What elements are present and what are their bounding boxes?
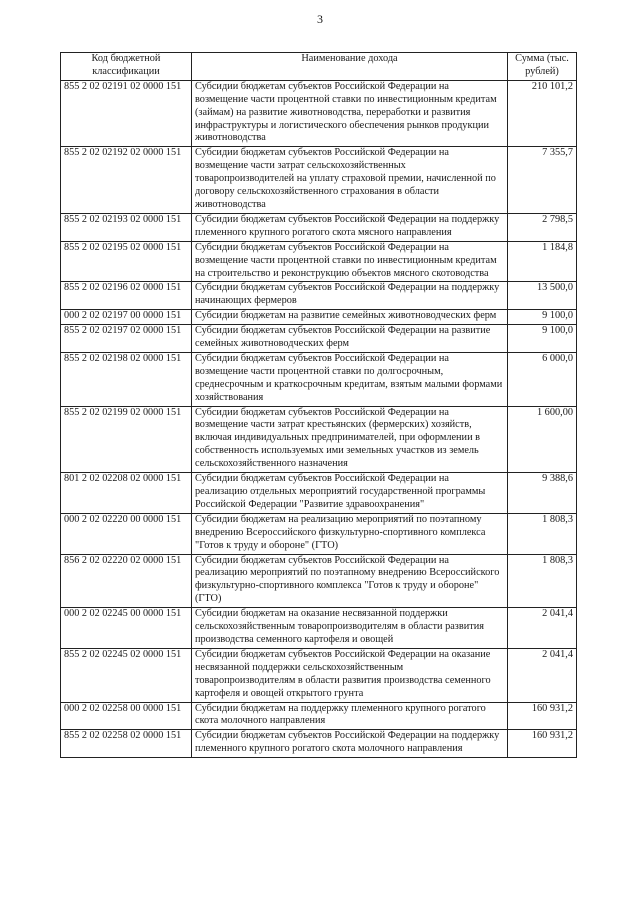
- budget-income-table: [60, 52, 577, 758]
- amount-cell: 2 798,5: [508, 213, 577, 241]
- table-row: [61, 213, 577, 241]
- table-row: [61, 325, 577, 353]
- code-cell: 855 2 02 02197 02 0000 151: [61, 325, 192, 353]
- name-cell: Субсидии бюджетам субъектов Российской Федерации на реализацию мероприятий по поэтапному внедрению Всероссийского физкультурно-спортивного комплекса "Готов к труду и обороне" (ГТО): [192, 554, 508, 608]
- code-cell: 000 2 02 02197 00 0000 151: [61, 310, 192, 325]
- table-row: [61, 147, 577, 214]
- amount-cell: 1 184,8: [508, 241, 577, 282]
- name-cell: Субсидии бюджетам субъектов Российской Федерации на возмещение части процентной ставки по инвестиционным кредитам на строительство и реконструкцию объектов мясного скотоводства: [192, 241, 508, 282]
- name-cell: Субсидии бюджетам субъектов Российской Федерации на оказание несвязанной поддержки сельскохозяйственным товаропроизводителям в области развития производства семенного картофеля и овощей открытого грунта: [192, 648, 508, 702]
- name-cell: Субсидии бюджетам субъектов Российской Федерации на возмещение части процентной ставки по инвестиционным кредитам (займам) на развитие животноводства, переработки и развития инфраструктуры и логистического обеспечения рынков продукции животноводства: [192, 80, 508, 147]
- code-cell: 000 2 02 02220 00 0000 151: [61, 513, 192, 554]
- amount-cell: 1 808,3: [508, 554, 577, 608]
- amount-cell: 1 600,00: [508, 406, 577, 473]
- table-row: [61, 702, 577, 730]
- code-cell: 000 2 02 02245 00 0000 151: [61, 608, 192, 649]
- table-row: [61, 310, 577, 325]
- amount-cell: 1 808,3: [508, 513, 577, 554]
- code-cell: 855 2 02 02195 02 0000 151: [61, 241, 192, 282]
- table-row: [61, 282, 577, 310]
- name-cell: Субсидии бюджетам субъектов Российской Федерации на развитие семейных животноводческих ферм: [192, 325, 508, 353]
- table-row: [61, 241, 577, 282]
- table-row: [61, 554, 577, 608]
- code-cell: 855 2 02 02199 02 0000 151: [61, 406, 192, 473]
- name-cell: Субсидии бюджетам субъектов Российской Федерации на реализацию отдельных мероприятий государственной программы Российской Федерации "Развитие здравоохранения": [192, 473, 508, 514]
- name-cell: Субсидии бюджетам на развитие семейных животноводческих ферм: [192, 310, 508, 325]
- amount-cell: 7 355,7: [508, 147, 577, 214]
- code-cell: 855 2 02 02192 02 0000 151: [61, 147, 192, 214]
- amount-cell: 2 041,4: [508, 648, 577, 702]
- code-cell: 000 2 02 02258 00 0000 151: [61, 702, 192, 730]
- name-cell: Субсидии бюджетам субъектов Российской Федерации на возмещение части процентной ставки по долгосрочным, среднесрочным и краткосрочным кредитам, взятым малыми формами хозяйствования: [192, 352, 508, 406]
- amount-cell: 2 041,4: [508, 608, 577, 649]
- table-row: [61, 730, 577, 758]
- name-cell: Субсидии бюджетам субъектов Российской Федерации на возмещение части затрат сельскохозяйственных товаропроизводителей на уплату страховой премии, начисленной по договору сельскохозяйственного страхования в области животноводства: [192, 147, 508, 214]
- name-cell: Субсидии бюджетам на реализацию мероприятий по поэтапному внедрению Всероссийского физкультурно-спортивного комплекса "Готов к труду и обороне" (ГТО): [192, 513, 508, 554]
- name-cell: Субсидии бюджетам субъектов Российской Федерации на поддержку племенного крупного рогатого скота молочного направления: [192, 730, 508, 758]
- amount-cell: 6 000,0: [508, 352, 577, 406]
- code-cell: 855 2 02 02198 02 0000 151: [61, 352, 192, 406]
- table-header-row: [61, 53, 577, 81]
- page-number: 3: [317, 12, 323, 26]
- code-cell: 855 2 02 02245 02 0000 151: [61, 648, 192, 702]
- amount-cell: 9 388,6: [508, 473, 577, 514]
- name-cell: Субсидии бюджетам субъектов Российской Федерации на возмещение части затрат крестьянских (фермерских) хозяйств, включая индивидуальных предпринимателей, при оформлении в собственность используемых ими земельных участков из земель сельскохозяйственного назначения: [192, 406, 508, 473]
- table-row: [61, 473, 577, 514]
- table-row: [61, 352, 577, 406]
- amount-cell: 160 931,2: [508, 730, 577, 758]
- amount-cell: 9 100,0: [508, 310, 577, 325]
- code-cell: 855 2 02 02258 02 0000 151: [61, 730, 192, 758]
- header-code: Код бюджетной классификации: [61, 53, 192, 81]
- header-amount: Сумма (тыс. рублей): [508, 53, 577, 81]
- code-cell: 856 2 02 02220 02 0000 151: [61, 554, 192, 608]
- code-cell: 855 2 02 02193 02 0000 151: [61, 213, 192, 241]
- name-cell: Субсидии бюджетам субъектов Российской Федерации на поддержку племенного крупного рогатого скота мясного направления: [192, 213, 508, 241]
- code-cell: 855 2 02 02191 02 0000 151: [61, 80, 192, 147]
- table-row: [61, 513, 577, 554]
- table-row: [61, 80, 577, 147]
- amount-cell: 160 931,2: [508, 702, 577, 730]
- name-cell: Субсидии бюджетам на поддержку племенного крупного рогатого скота молочного направления: [192, 702, 508, 730]
- table-row: [61, 648, 577, 702]
- amount-cell: 210 101,2: [508, 80, 577, 147]
- code-cell: 855 2 02 02196 02 0000 151: [61, 282, 192, 310]
- amount-cell: 9 100,0: [508, 325, 577, 353]
- code-cell: 801 2 02 02208 02 0000 151: [61, 473, 192, 514]
- table-row: [61, 608, 577, 649]
- name-cell: Субсидии бюджетам на оказание несвязанной поддержки сельскохозяйственным товаропроизводителям в области развития производства семенного картофеля и овощей: [192, 608, 508, 649]
- amount-cell: 13 500,0: [508, 282, 577, 310]
- name-cell: Субсидии бюджетам субъектов Российской Федерации на поддержку начинающих фермеров: [192, 282, 508, 310]
- header-name: Наименование дохода: [192, 53, 508, 81]
- table-row: [61, 406, 577, 473]
